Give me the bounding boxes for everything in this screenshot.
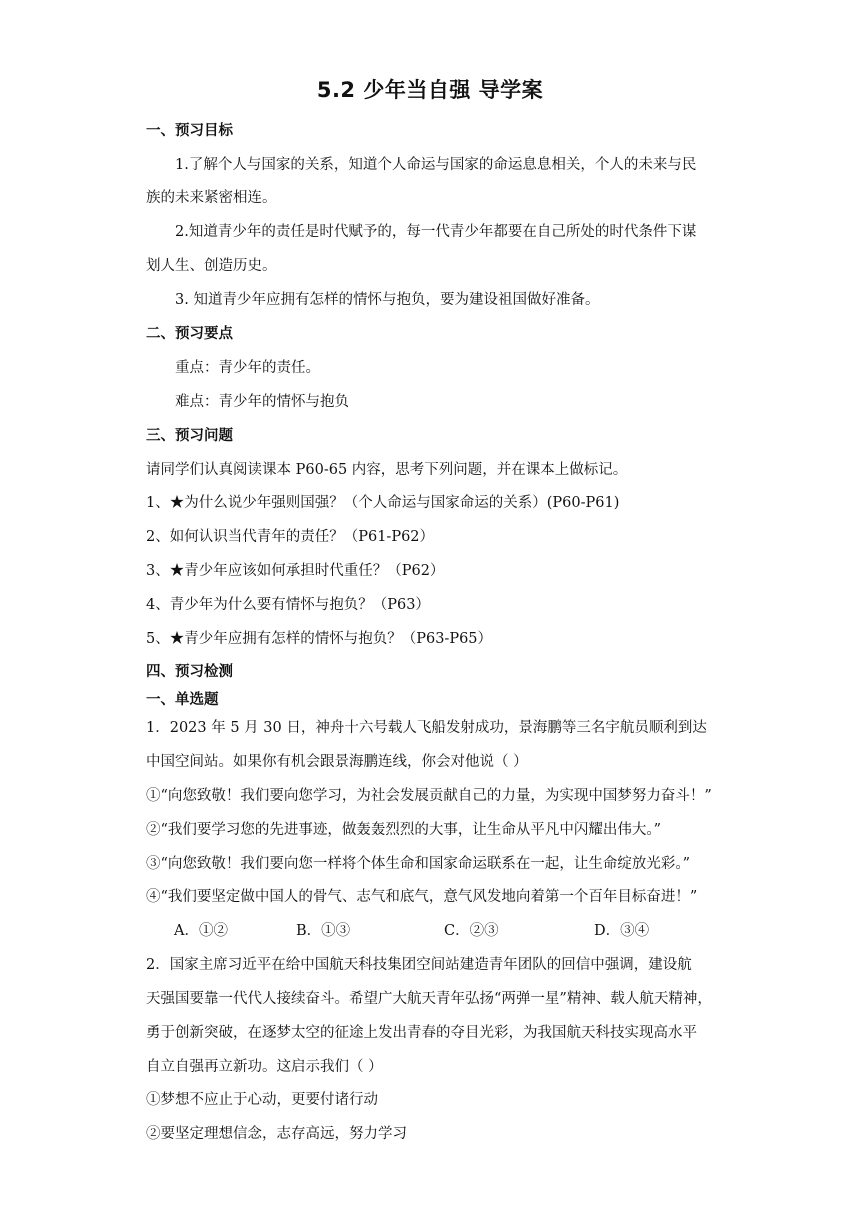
subheading-single-choice: 一、单选题 [146,692,219,708]
prep-question-2: 2、如何认识当代青年的责任？（P61-P62） [146,529,435,545]
q1-option-d[interactable]: D．③④ [594,923,650,939]
key-point: 重点：青少年的责任。 [175,360,320,376]
questions-intro: 请同学们认真阅读课本 P60-65 内容，思考下列问题，并在课本上做标记。 [146,462,628,478]
q1-option-c[interactable]: C．②③ [444,923,499,939]
section-heading-questions: 三、预习问题 [146,428,233,444]
q1-stem-line-1: 1．2023 年 5 月 30 日，神舟十六号载人飞船发射成功，景海鹏等三名宇航员顺利到达 [146,720,707,736]
q2-statement-2: ②要坚定理想信念，志存高远，努力学习 [146,1126,407,1142]
q1-options [174,919,734,940]
q2-stem-line-4: 自立自强再立新功。这启示我们（ ） [146,1059,383,1075]
q1-statement-1: ①“向您致敬！我们要向您学习，为社会发展贡献自己的力量，为实现中国梦努力奋斗！” [146,788,712,804]
q1-statement-2: ②“我们要学习您的先进事迹，做轰轰烈烈的大事，让生命从平凡中闪耀出伟大。” [146,822,662,838]
q1-stem-line-2: 中国空间站。如果你有机会跟景海鹏连线，你会对他说（ ） [146,754,528,770]
prep-question-1: 1、★为什么说少年强则国强？（个人命运与国家命运的关系）(P60-P61) [146,495,620,511]
q1-statement-4: ④“我们要坚定做中国人的骨气、志气和底气，意气风发地向着第一个百年目标奋进！” [146,889,698,905]
q1-option-a[interactable]: A．①② [174,923,228,939]
q2-stem-line-1: 2．国家主席习近平在给中国航天科技集团空间站建造青年团队的回信中强调，建设航 [146,957,692,973]
q2-stem-line-3: 勇于创新突破，在逐梦太空的征途上发出青春的夺目光彩，为我国航天科技实现高水平 [146,1025,697,1041]
prep-question-4: 4、青少年为什么要有情怀与抱负？（P63） [146,597,430,613]
q1-statement-3: ③“向您致敬！我们要向您一样将个体生命和国家命运联系在一起，让生命绽放光彩。” [146,856,691,872]
difficult-point: 难点：青少年的情怀与抱负 [175,394,349,410]
section-heading-test: 四、预习检测 [146,664,233,680]
q2-statement-1: ①梦想不应止于心动，更要付诸行动 [146,1092,378,1108]
q2-stem-line-2: 天强国要靠一代代人接续奋斗。希望广大航天青年弘扬“两弹一星”精神、载人航天精神， [146,991,712,1007]
section-heading-goals: 一、预习目标 [146,123,233,139]
prep-question-3: 3、★青少年应该如何承担时代重任？（P62） [146,563,445,579]
goal-1-line-1: 1.了解个人与国家的关系，知道个人命运与国家的命运息息相关，个人的未来与民 [175,157,697,173]
goal-1-line-2: 族的未来紧密相连。 [146,190,277,206]
goal-3: 3. 知道青少年应拥有怎样的情怀与抱负，要为建设祖国做好准备。 [175,292,600,308]
q1-option-b[interactable]: B．①③ [296,923,351,939]
page-title: 5.2 少年当自强 导学案 [316,78,544,102]
section-heading-keypoints: 二、预习要点 [146,326,233,342]
goal-2-line-1: 2.知道青少年的责任是时代赋予的，每一代青少年都要在自己所处的时代条件下谋 [175,224,697,240]
goal-2-line-2: 划人生、创造历史。 [146,258,277,274]
prep-question-5: 5、★青少年应拥有怎样的情怀与抱负？（P63-P65） [146,631,493,647]
